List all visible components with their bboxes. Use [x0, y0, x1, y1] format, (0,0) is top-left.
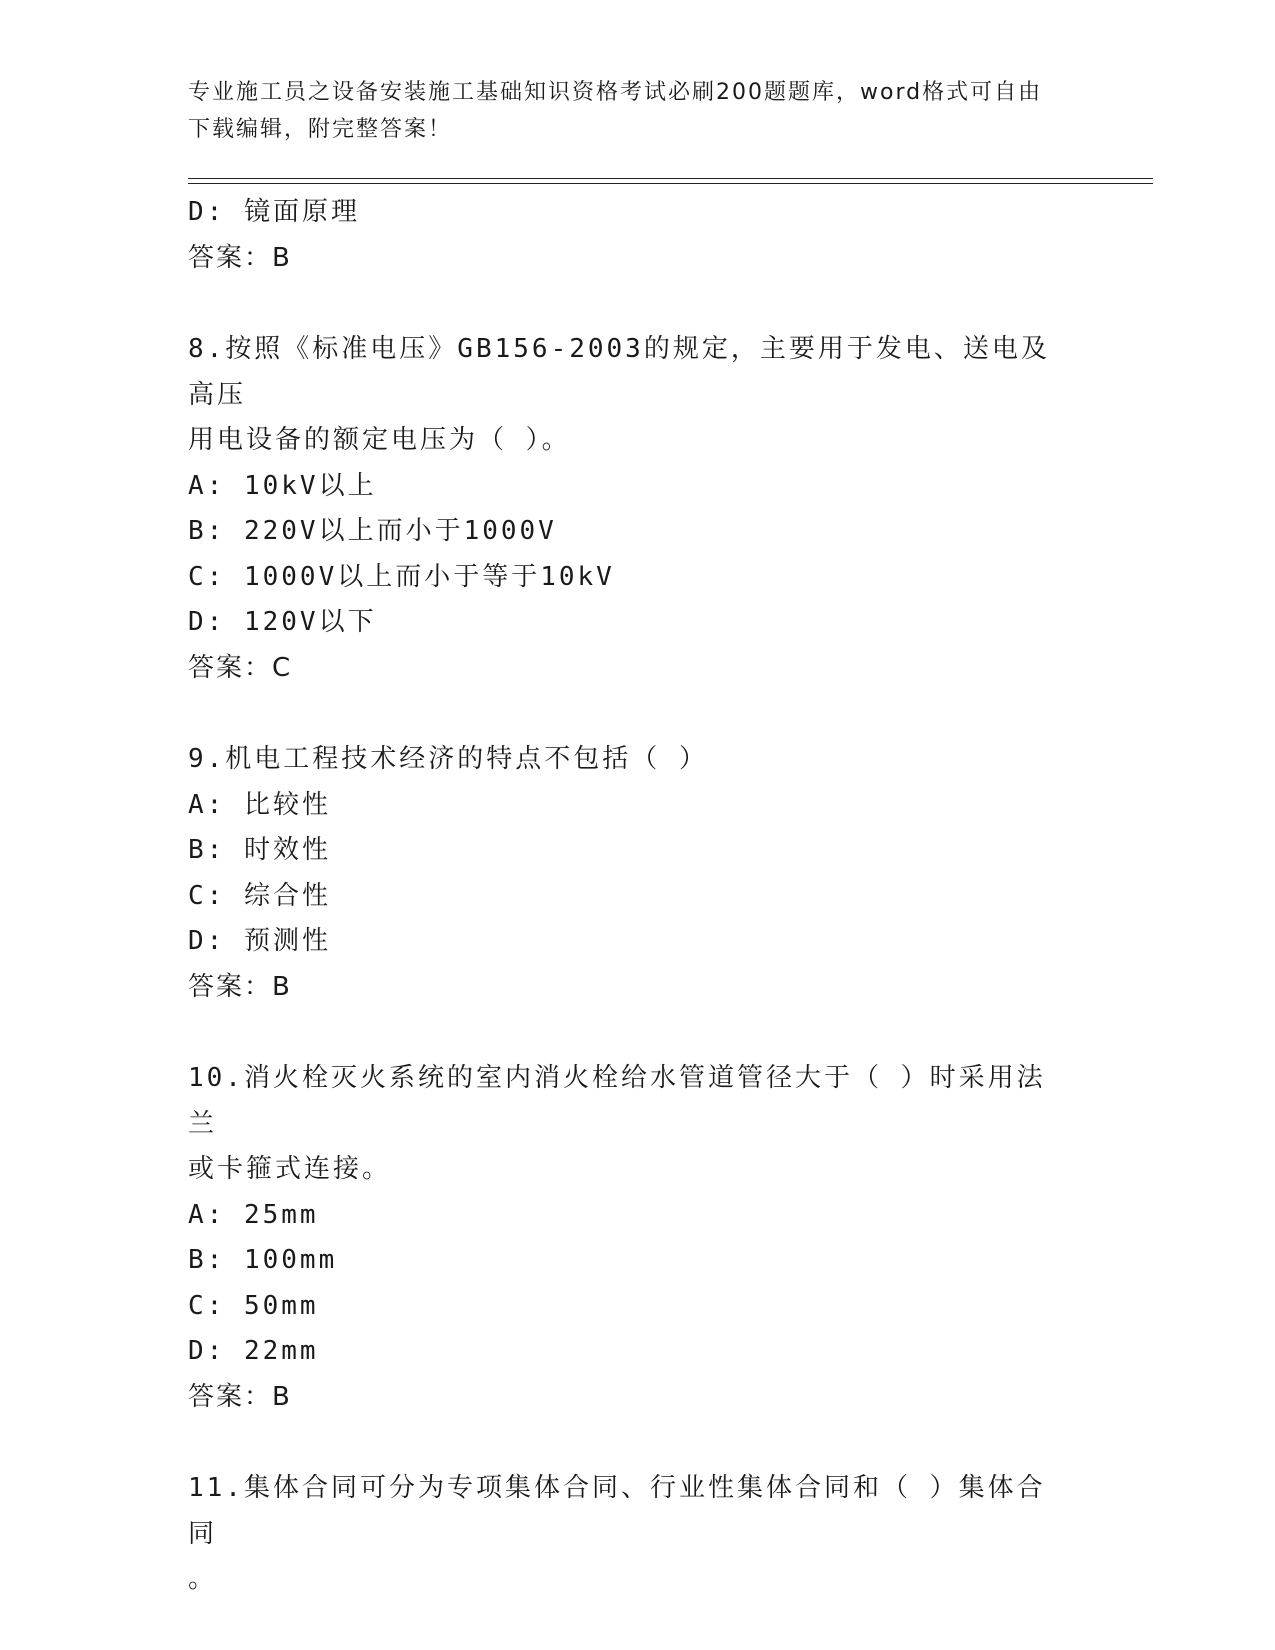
option-c: C: 综合性	[188, 880, 331, 911]
spacer	[188, 1420, 1068, 1466]
header-divider-bottom	[188, 183, 1153, 184]
header-divider-top	[188, 178, 1153, 179]
question-text-line-1: 11.集体合同可分为专项集体合同、行业性集体合同和（ ）集体合同	[188, 1473, 1046, 1549]
spacer	[188, 281, 1068, 327]
answer-line: 答案：C	[188, 652, 293, 683]
answer-line: 答案：B	[188, 242, 292, 273]
question-text-line-2: 。	[188, 1564, 218, 1594]
option-d: D: 120V以下	[188, 607, 377, 637]
option-c: C: 1000V以上而小于等于10kV	[188, 561, 615, 592]
header-line-2: 下载编辑，附完整答案！	[188, 117, 453, 142]
option-c: C: 50mm	[188, 1290, 319, 1321]
option-a: A: 比较性	[188, 789, 331, 820]
spacer	[188, 1010, 1068, 1056]
question-9	[188, 737, 1068, 1010]
option-d: D: 镜面原理	[188, 197, 360, 227]
question-11	[188, 1466, 1068, 1603]
question-text-line-1: 8.按照《标准电压》GB156-2003的规定，主要用于发电、送电及高压	[188, 334, 1050, 410]
option-b: B: 220V以上而小于1000V	[188, 516, 557, 546]
option-d: D: 预测性	[188, 926, 331, 956]
option-a: A: 10kV以上	[188, 470, 377, 501]
question-list	[188, 190, 1068, 1603]
option-b: B: 100mm	[188, 1245, 338, 1275]
header-line-1: 专业施工员之设备安装施工基础知识资格考试必刷200题题库，word格式可自由	[188, 80, 1043, 105]
question-text-line-2: 或卡箍式连接。	[188, 1154, 392, 1184]
question-7-tail	[188, 190, 1068, 281]
question-text-line-1: 10.消火栓灭火系统的室内消火栓给水管道管径大于（ ）时采用法兰	[188, 1063, 1046, 1139]
question-text-line-1: 9.机电工程技术经济的特点不包括（ ）	[188, 744, 708, 774]
option-a: A: 25mm	[188, 1199, 319, 1230]
question-text	[188, 327, 1068, 464]
spacer	[188, 691, 1068, 737]
document-header	[188, 74, 1068, 148]
answer-line: 答案：B	[188, 1381, 292, 1412]
question-text-line-2: 用电设备的额定电压为（ ）。	[188, 425, 571, 455]
option-d: D: 22mm	[188, 1336, 319, 1366]
question-8	[188, 327, 1068, 691]
question-text	[188, 1466, 1068, 1603]
option-b: B: 时效性	[188, 835, 331, 865]
question-10	[188, 1056, 1068, 1420]
question-text	[188, 737, 1068, 783]
answer-line: 答案：B	[188, 971, 292, 1002]
question-text	[188, 1056, 1068, 1193]
